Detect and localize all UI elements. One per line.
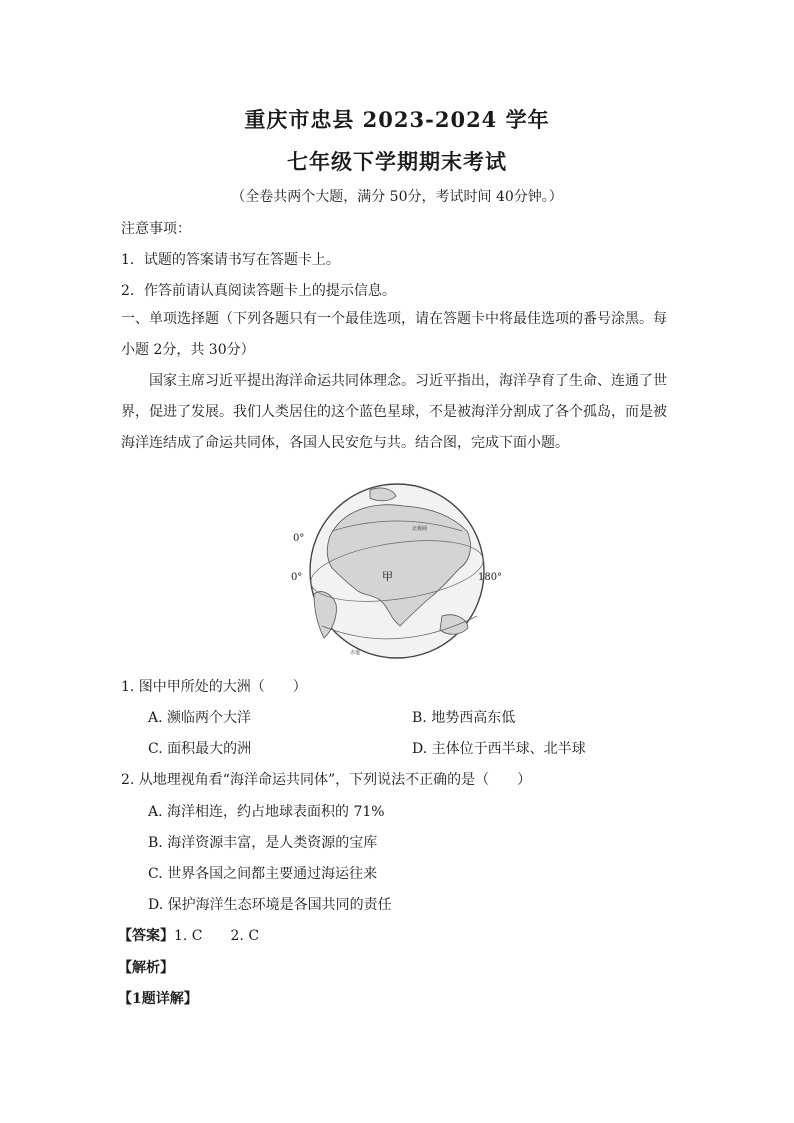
- label-0-top: 0°: [293, 533, 305, 544]
- label-0-left: 0°: [291, 572, 303, 583]
- q1-option-c: C. 面积最大的洲: [148, 741, 252, 757]
- notes-item-2: 2．作答前请认真阅读答题卡上的提示信息。: [121, 283, 396, 299]
- q2-option-d: D. 保护海洋生态环境是各国共同的责任: [148, 897, 392, 913]
- q2-option-c: C. 世界各国之间都主要通过海运往来: [148, 866, 378, 882]
- analysis-label: 【解析】: [118, 960, 174, 976]
- answer-label: 【答案】: [118, 928, 174, 944]
- label-jia: 甲: [382, 570, 393, 583]
- q1-option-d: D. 主体位于西半球、北半球: [412, 741, 586, 757]
- q1-option-a: A. 濒临两个大洋: [148, 710, 252, 726]
- passage-text: 国家主席习近平提出海洋命运共同体理念。习近平指出，海洋孕育了生命、连通了世界，促进了发展。我们人类居住的这个蓝色星球，不是被海洋分割成了各个孤岛，而是被海洋连结成了命运共同体，各国人民安危与共。结合图，完成下面小题。: [121, 373, 667, 451]
- notes-item-1: 1．试题的答案请书写在答题卡上。: [121, 252, 340, 268]
- exam-subtitle: （全卷共两个大题，满分 50分，考试时间 40分钟。）: [231, 189, 563, 205]
- exam-title-line2: 七年级下学期期末考试: [287, 149, 507, 174]
- q1-option-b: B. 地势西高东低: [412, 710, 516, 726]
- q2-option-b: B. 海洋资源丰富，是人类资源的宝库: [148, 835, 378, 851]
- equator-label: 赤道: [350, 650, 361, 656]
- exam-title-line1: 重庆市忠县 2023-2024 学年: [244, 107, 550, 132]
- q2-option-a: A. 海洋相连，约占地球表面积的 71%: [148, 804, 385, 820]
- detail-label: 【1题详解】: [118, 991, 198, 1007]
- globe-map: [292, 476, 502, 666]
- notes-heading: 注意事项：: [121, 221, 191, 237]
- q1-stem: 1. 图中甲所处的大洲（ ）: [121, 679, 307, 695]
- answer-line: [118, 925, 259, 945]
- africa-part: [314, 592, 336, 638]
- label-180: 180°: [478, 572, 503, 583]
- q2-stem: 2. 从地理视角看“海洋命运共同体”，下列说法不正确的是（ ）: [121, 772, 532, 788]
- answer-value: 1. C 2. C: [174, 928, 260, 944]
- section1-heading: 一、单项选择题（下列各题只有一个最佳选项，请在答题卡中将最佳选项的番号涂黑。每小题 2分，共 30分）: [121, 311, 667, 358]
- arctic-label: 北极圈: [412, 526, 428, 532]
